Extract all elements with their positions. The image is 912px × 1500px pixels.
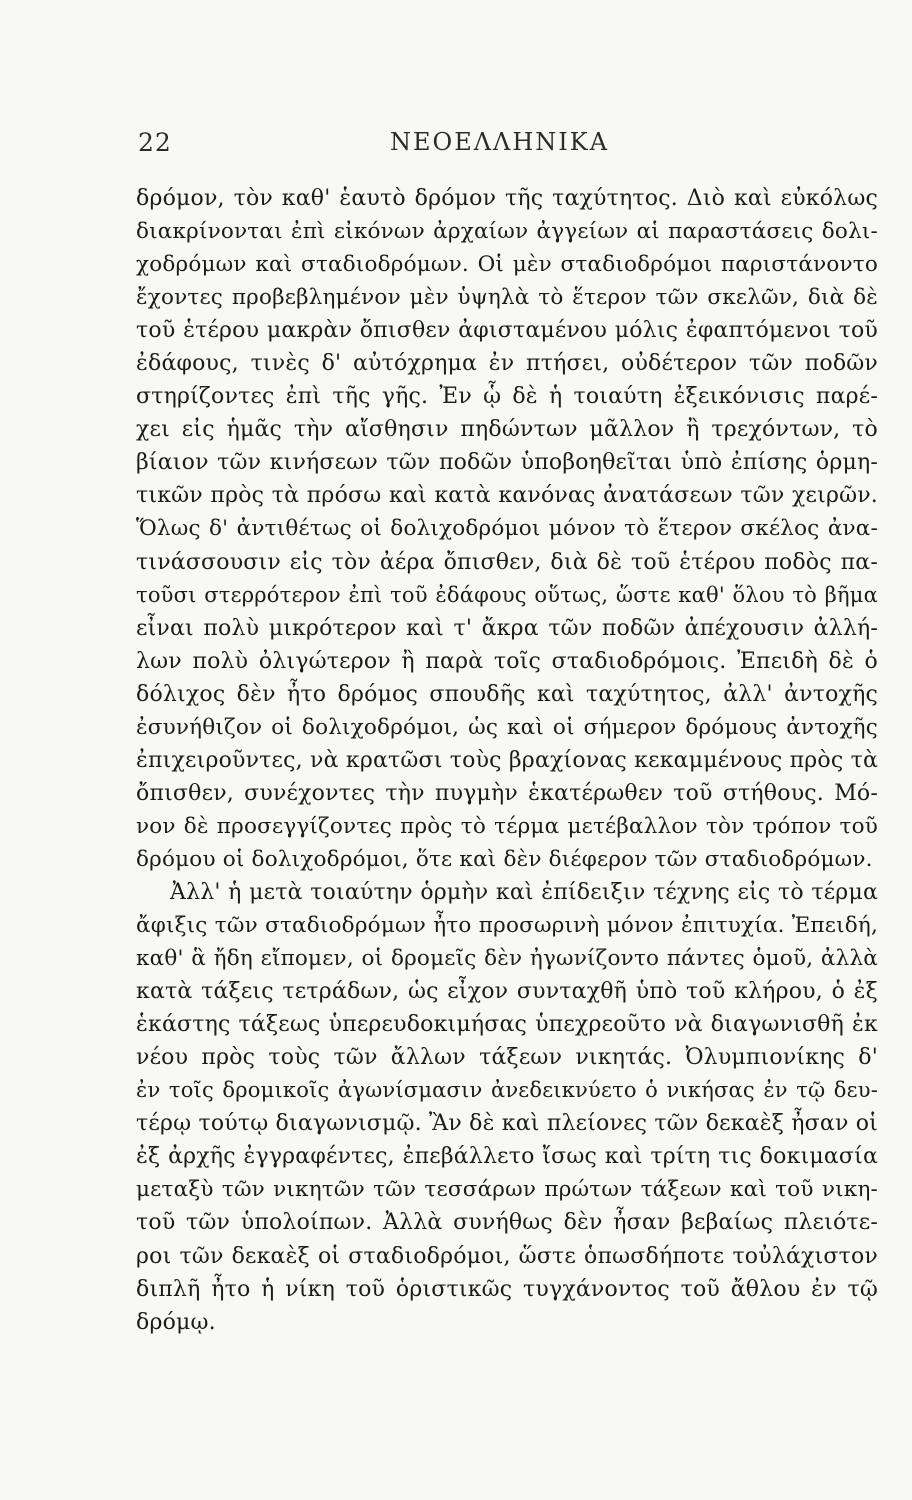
- text-line: ἐν τοῖς δρομικοῖς ἀγωνίσμασιν ἀνεδεικνύετο ὁ νικήσας ἐν τῷ δευ-: [136, 1078, 878, 1103]
- text-line: χει εἰς ἡμᾶς τὴν αἴσθησιν πηδώντων μᾶλλον ἢ τρεχόντων, τὸ: [136, 417, 878, 443]
- text-line: δρόμῳ.: [136, 1309, 216, 1335]
- text-line: βίαιον τῶν κινήσεων τῶν ποδῶν ὑποβοηθεῖται ὑπὸ ἐπίσης ὁρμη-: [136, 450, 878, 476]
- text-line: μεταξὺ τῶν νικητῶν τῶν τεσσάρων πρώτων τάξεων καὶ τοῦ νικη-: [136, 1177, 878, 1203]
- text-line: τοῦσι στερρότερον ἐπὶ τοῦ ἐδάφους οὕτως, ὥστε καθ' ὅλου τὸ βῆμα: [136, 582, 878, 607]
- text-line: ἐπιχειροῦντες, νὰ κρατῶσι τοὺς βραχίονας κεκαμμένους πρὸς τὰ: [136, 747, 878, 773]
- text-line: τοῦ ἑτέρου μακρὰν ὄπισθεν ἀφισταμένου μόλις ἐφαπτόμενοι τοῦ: [136, 318, 878, 344]
- text-line: νον δὲ προσεγγίζοντες πρὸς τὸ τέρμα μετέβαλλον τὸν τρόπον τοῦ: [136, 813, 878, 839]
- text-line: δόλιχος δὲν ἦτο δρόμος σπουδῆς καὶ ταχύτητος, ἀλλ' ἀντοχῆς: [136, 681, 878, 707]
- text-line: νέου πρὸς τοὺς τῶν ἄλλων τάξεων νικητάς. Ὀλυμπιονίκης δ': [136, 1045, 878, 1071]
- text-line: διακρίνονται ἐπὶ εἰκόνων ἀρχαίων ἀγγείων αἱ παραστάσεις δολι-: [136, 219, 878, 245]
- text-line: ἐδάφους, τινὲς δ' αὐτόχρημα ἐν πτήσει, οὐδέτερον τῶν ποδῶν: [136, 351, 878, 377]
- running-title: ΝΕΟΕΛΛΗΝΙΚΑ: [390, 128, 610, 156]
- text-line: λων πολὺ ὀλιγώτερον ἢ παρὰ τοῖς σταδιοδρόμοις. Ἐπειδὴ δὲ ὁ: [136, 648, 878, 674]
- text-line: χοδρόμων καὶ σταδιοδρόμων. Οἱ μὲν σταδιοδρόμοι παριστάνοντο: [136, 252, 878, 278]
- text-line: ἐξ ἀρχῆς ἐγγραφέντες, ἐπεβάλλετο ἴσως καὶ τρίτη τις δοκιμασία: [136, 1144, 878, 1170]
- text-line: τινάσσουσιν εἰς τὸν ἀέρα ὄπισθεν, διὰ δὲ τοῦ ἑτέρου ποδὸς πα-: [136, 549, 878, 575]
- text-line: τοῦ τῶν ὑπολοίπων. Ἀλλὰ συνήθως δὲν ἦσαν βεβαίως πλειότε-: [136, 1210, 878, 1236]
- text-line: ἐσυνήθιζον οἱ δολιχοδρόμοι, ὡς καὶ οἱ σήμερον δρόμους ἀντοχῆς: [136, 714, 878, 740]
- text-line: δρόμου οἱ δολιχοδρόμοι, ὅτε καὶ δὲν διέφερον τῶν σταδιοδρόμων.: [136, 846, 873, 872]
- page-number: 22: [138, 128, 172, 157]
- text-line: εἶναι πολὺ μικρότερον καὶ τ' ἄκρα τῶν ποδῶν ἀπέχουσιν ἀλλή-: [136, 615, 878, 641]
- text-line: δρόμον, τὸν καθ' ἑαυτὸ δρόμον τῆς ταχύτητος. Διὸ καὶ εὐκόλως: [136, 186, 878, 211]
- text-line: ἔχοντες προβεβλημένον μὲν ὑψηλὰ τὸ ἕτερον τῶν σκελῶν, διὰ δὲ: [136, 285, 878, 311]
- text-line: καθ' ἃ ἤδη εἴπομεν, οἱ δρομεῖς δὲν ἠγωνίζοντο πάντες ὁμοῦ, ἀλλὰ: [136, 946, 878, 972]
- text-line: ἑκάστης τάξεως ὑπερευδοκιμήσας ὑπεχρεοῦτο νὰ διαγωνισθῆ ἐκ: [136, 1012, 878, 1038]
- text-line: τέρῳ τούτῳ διαγωνισμῷ. Ἂν δὲ καὶ πλείονες τῶν δεκαὲξ ἦσαν οἱ: [136, 1111, 878, 1137]
- text-line: Ὅλως δ' ἀντιθέτως οἱ δολιχοδρόμοι μόνον τὸ ἕτερον σκέλος ἀνα-: [136, 516, 878, 542]
- text-line: τικῶν πρὸς τὰ πρόσω καὶ κατὰ κανόνας ἀνατάσεων τῶν χειρῶν.: [136, 483, 878, 509]
- paragraph-first-line: Ἀλλ' ἡ μετὰ τοιαύτην ὁρμὴν καὶ ἐπίδειξιν τέχνης εἰς τὸ τέρμα: [170, 879, 878, 905]
- page-header: [138, 124, 875, 164]
- body-text: [136, 182, 878, 1339]
- text-line: ὄπισθεν, συνέχοντες τὴν πυγμὴν ἑκατέρωθεν τοῦ στήθους. Μό-: [136, 780, 878, 806]
- text-line: ροι τῶν δεκαὲξ οἱ σταδιοδρόμοι, ὥστε ὁπωσδήποτε τοὐλάχιστον: [136, 1243, 878, 1269]
- text-line: κατὰ τάξεις τετράδων, ὡς εἶχον συνταχθῆ ὑπὸ τοῦ κλήρου, ὁ ἐξ: [136, 979, 878, 1005]
- text-line: διπλῆ ἦτο ἡ νίκη τοῦ ὁριστικῶς τυγχάνοντος τοῦ ἄθλου ἐν τῷ: [136, 1276, 878, 1302]
- text-line: ἄφιξις τῶν σταδιοδρόμων ἦτο προσωρινὴ μόνον ἐπιτυχία. Ἐπειδή,: [136, 913, 878, 939]
- text-line: στηρίζοντες ἐπὶ τῆς γῆς. Ἐν ᾧ δὲ ἡ τοιαύτη ἐξεικόνισις παρέ-: [136, 384, 878, 410]
